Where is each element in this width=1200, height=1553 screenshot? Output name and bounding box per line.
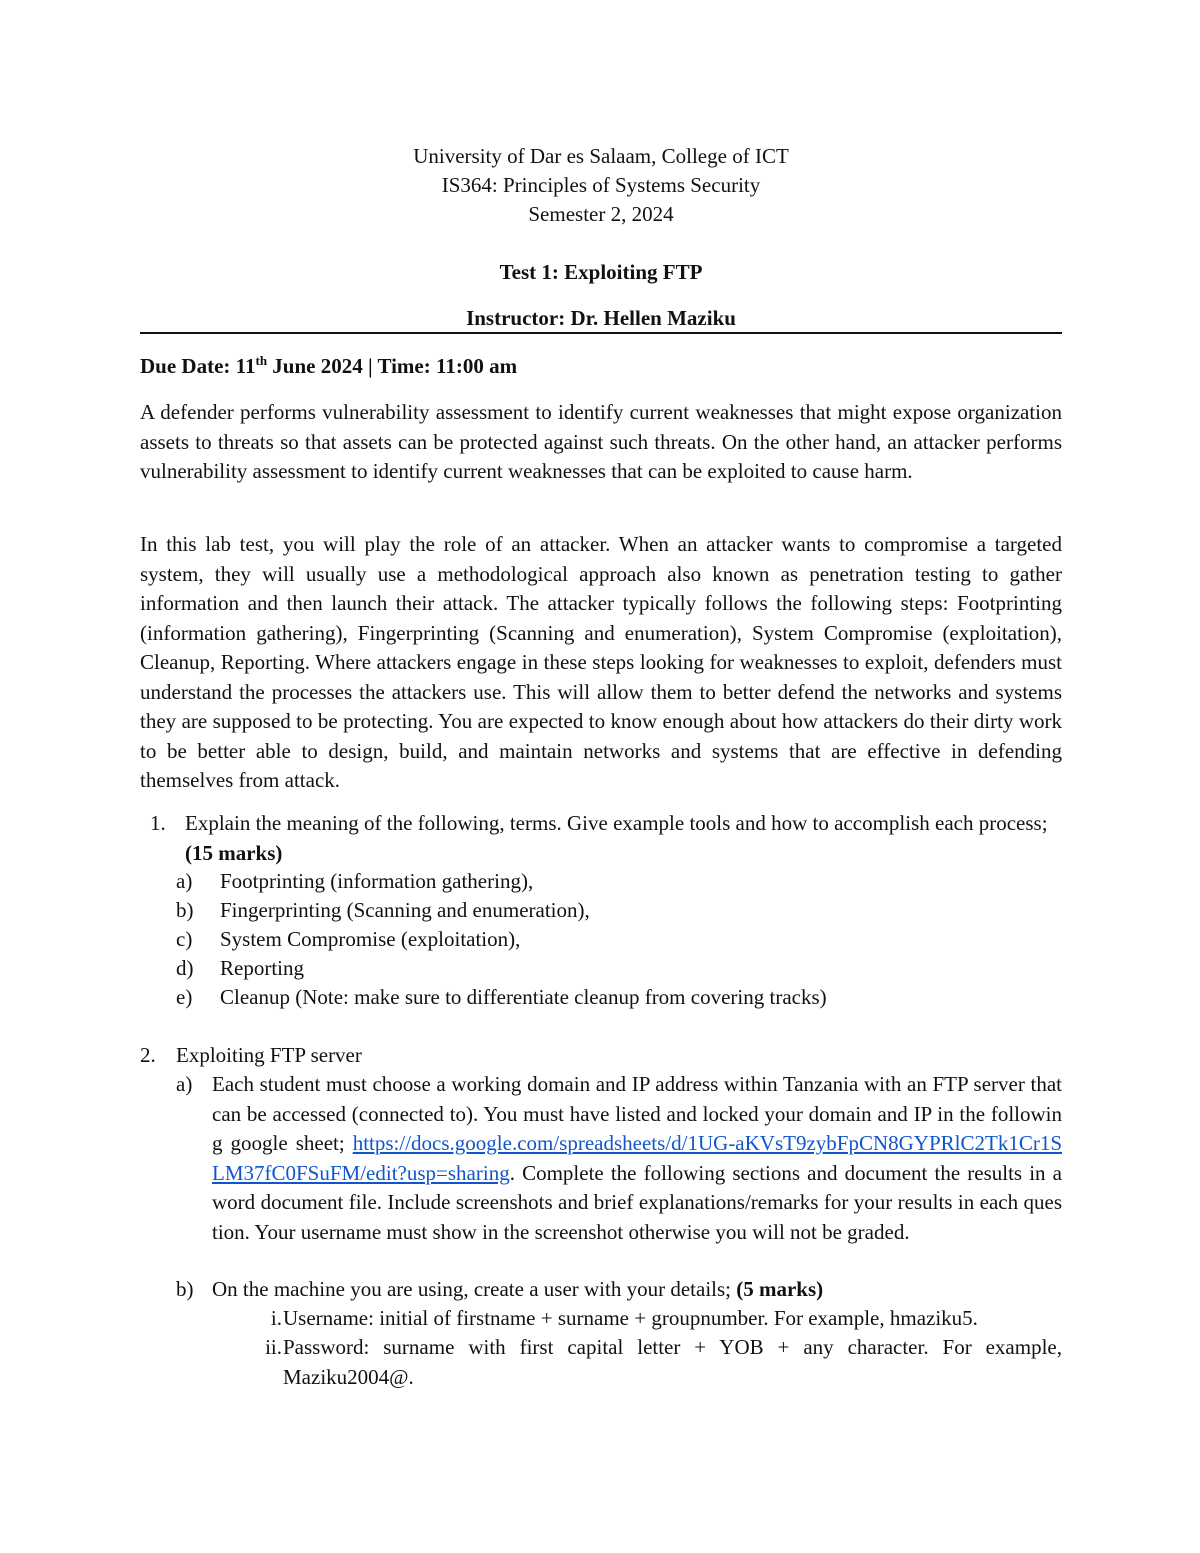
due-suffix: June 2024 | Time: 11:00 am [267,354,518,378]
google-sheet-link[interactable]: https://docs.google.com/spreadsheets/d/1UG-aKVsT9zybFpCN8GYPRlC2Tk1Cr1SLM37fC0FSuFM/edit?usp=sharing [212,1131,1062,1185]
q1-number: 1. [150,811,166,835]
due-date [140,352,517,382]
header-divider [140,332,1062,334]
q1-item-label: c) [176,927,193,951]
test-title: Test 1: Exploiting FTP [499,260,703,284]
due-prefix: Due Date: 11 [140,354,256,378]
due-sup: th [255,353,268,368]
q2a-label: a) [176,1072,193,1096]
university-line: University of Dar es Salaam, College of ICT [413,144,789,168]
course-line: IS364: Principles of Systems Security [441,173,761,197]
q2b-item-label: i. [270,1306,282,1330]
q1-item-text: Cleanup (Note: make sure to differentiate cleanup from covering tracks) [220,985,827,1009]
q1-item-label: d) [176,956,194,980]
q1-item-text: Fingerprinting (Scanning and enumeration), [220,898,590,922]
q1-item-text: System Compromise (exploitation), [220,927,521,951]
q2b-marks: (5 marks) [736,1277,824,1301]
q2a-text-after: . Complete the following sections and document the results in a word document file. Include screenshots and brief explanations/remarks for your results in each question. Your username must show in the screenshot otherwise you will not be graded. [212,1160,1062,1244]
q1-text [185,809,1062,868]
q1-item-label: e) [176,985,193,1009]
q2-text: Exploiting FTP server [176,1043,362,1067]
q2b-item-text: Password: surname with first capital letter + YOB + any character. For example, Maziku2004@. [283,1335,1062,1389]
intro-paragraph-2: In this lab test, you will play the role of an attacker. When an attacker wants to compromise a targeted system, they will usually use a methodological approach also known as penetration testing to gather information and then launch their attack. The attacker typically follows the following steps: Footprinting (information gathering), Fingerprinting (Scanning and enumeration), System Compromise (exploitation), Cleanup, Reporting. Where attackers engage in these steps looking for weaknesses to exploit, defenders must understand the processes the attackers use. This will allow them to better defend the networks and systems they are supposed to be protecting. You are expected to know enough about how attackers do their dirty work to be better able to design, build, and maintain networks and systems that are effective in defending themselves from attack. [140,532,1062,792]
q2b-item-text: Username: initial of firstname + surname + groupnumber. For example, hmaziku5. [283,1306,978,1330]
q2a-text [212,1070,1062,1247]
q1-marks: (15 marks) [185,840,283,865]
q2b-prompt: On the machine you are using, create a user with your details; [212,1277,737,1301]
q1-item-text: Reporting [220,956,304,980]
intro-paragraph-1: A defender performs vulnerability assessment to identify current weaknesses that might expose organization assets to threats so that assets can be protected against such threats. On the other hand, an attacker performs vulnerability assessment to identify current weaknesses that can be exploited to cause harm. [140,400,1062,483]
q1-prompt: Explain the meaning of the following, terms. Give example tools and how to accomplish each process; [185,811,1048,835]
semester-line: Semester 2, 2024 [528,202,674,226]
q1-item-label: b) [176,898,194,922]
q2-number: 2. [140,1043,156,1067]
q2b-label: b) [176,1277,194,1301]
q1-item-label: a) [176,869,193,893]
q2a-text-before: Each student must choose a working domain and IP address within Tanzania with an FTP server that can be accessed (connected to). You must have listed and locked your domain and IP in the following google sheet; [212,1072,1062,1155]
q2b-text [212,1275,823,1305]
q1-item-text: Footprinting (information gathering), [220,869,534,893]
instructor-line: Instructor: Dr. Hellen Maziku [466,306,736,330]
q2b-item-label: ii. [265,1335,282,1359]
